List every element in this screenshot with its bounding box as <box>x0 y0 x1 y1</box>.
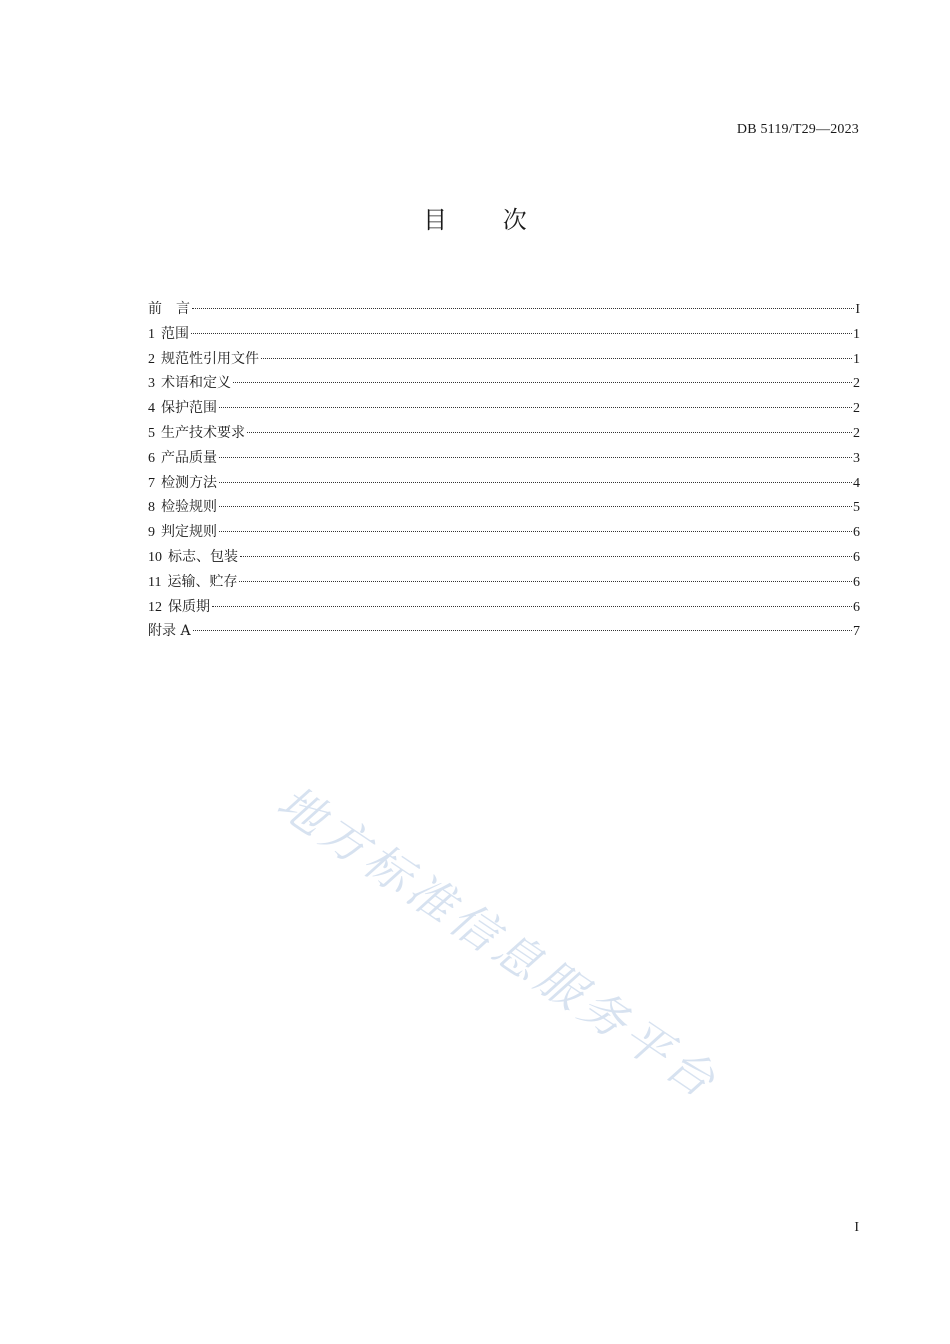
toc-leader-dots <box>193 630 852 631</box>
toc-entry[interactable] <box>148 495 860 520</box>
toc-entry-page: 5 <box>853 500 860 516</box>
toc-entry-label <box>148 421 245 447</box>
toc-entry-page: 1 <box>853 351 860 367</box>
toc-entry-number: 11 <box>148 574 162 590</box>
toc-entry[interactable] <box>148 471 860 496</box>
toc-entry-text: 前 言 <box>148 301 190 317</box>
page-title: 目 次 <box>423 206 551 234</box>
toc-entry-text: 保质期 <box>168 598 210 615</box>
toc-entry-label <box>148 396 217 422</box>
toc-entry-page: 2 <box>853 376 860 392</box>
toc-entry[interactable] <box>148 396 860 421</box>
toc-entry[interactable] <box>148 297 860 322</box>
toc-entry-number: 1 <box>148 326 155 342</box>
toc-entry-text: 判定规则 <box>161 524 217 541</box>
toc-leader-dots <box>233 382 852 383</box>
toc-entry[interactable] <box>148 570 860 595</box>
toc-entry-page: 7 <box>853 624 860 640</box>
toc-entry-number: 3 <box>148 376 155 392</box>
toc-entry-number: 6 <box>148 450 155 466</box>
toc-entry-text: 生产技术要求 <box>161 424 245 441</box>
toc-entry[interactable] <box>148 322 860 347</box>
toc-entry-label <box>148 471 217 497</box>
toc-entry-page: 6 <box>853 549 860 565</box>
toc-entry-page: 2 <box>853 401 860 417</box>
toc-entry[interactable] <box>148 446 860 471</box>
toc-entry-text: 检测方法 <box>161 474 217 491</box>
toc-entry-page: 6 <box>853 599 860 615</box>
toc-entry-text: 标志、包装 <box>168 548 238 565</box>
document-code: DB 5119/T29—2023 <box>736 122 859 137</box>
toc-entry[interactable] <box>148 347 860 372</box>
toc-leader-dots <box>219 482 852 483</box>
toc-leader-dots <box>219 407 852 408</box>
toc-entry-number: 2 <box>148 351 155 367</box>
toc-entry-page: I <box>855 302 860 317</box>
toc-entry-text: 规范性引用文件 <box>161 350 259 367</box>
toc-entry[interactable] <box>148 421 860 446</box>
toc-entry-label <box>148 520 217 546</box>
toc-entry-label <box>148 297 190 323</box>
toc-leader-dots <box>239 581 852 582</box>
page-number: I <box>854 1220 859 1235</box>
toc-leader-dots <box>247 432 852 433</box>
toc-entry-number: 9 <box>148 525 155 541</box>
toc-entry-text: 运输、贮存 <box>167 573 238 590</box>
watermark-text: 地方标准信息服务平台 <box>267 774 729 1111</box>
toc-entry-text: 保护范围 <box>161 400 217 417</box>
toc-entry-page: 6 <box>853 525 860 541</box>
toc-entry[interactable] <box>148 371 860 396</box>
toc-entry-label <box>148 619 191 645</box>
table-of-contents <box>148 297 860 644</box>
toc-entry-label <box>148 347 259 373</box>
toc-entry-page: 2 <box>853 425 860 441</box>
toc-leader-dots <box>219 457 852 458</box>
toc-entry-label <box>148 570 237 596</box>
toc-entry-text: 范围 <box>161 325 189 342</box>
toc-entry-label <box>148 495 217 521</box>
toc-entry-label <box>148 446 217 472</box>
toc-entry-page: 3 <box>853 450 860 466</box>
toc-entry[interactable] <box>148 545 860 570</box>
toc-entry-number: 8 <box>148 500 155 516</box>
toc-entry-number: 5 <box>148 425 155 441</box>
toc-entry-label <box>148 595 210 621</box>
toc-entry-number: 12 <box>148 599 162 615</box>
toc-entry-text: 术语和定义 <box>161 375 231 392</box>
toc-entry-text: 附录 A <box>148 623 191 640</box>
toc-leader-dots <box>192 308 854 309</box>
toc-entry-text: 检验规则 <box>161 499 217 516</box>
toc-leader-dots <box>191 333 852 334</box>
toc-entry-page: 1 <box>853 326 860 342</box>
toc-entry-page: 6 <box>853 574 860 590</box>
toc-leader-dots <box>212 606 852 607</box>
toc-entry-number: 10 <box>148 549 162 565</box>
toc-leader-dots <box>261 358 852 359</box>
toc-entry[interactable] <box>148 595 860 620</box>
toc-entry[interactable] <box>148 619 860 644</box>
toc-entry-text: 产品质量 <box>161 449 217 466</box>
toc-entry-label <box>148 545 238 571</box>
toc-entry-number: 7 <box>148 475 155 491</box>
toc-leader-dots <box>219 531 852 532</box>
toc-entry-label <box>148 322 189 348</box>
toc-entry-label <box>148 371 231 397</box>
toc-entry[interactable] <box>148 520 860 545</box>
toc-leader-dots <box>240 556 852 557</box>
toc-leader-dots <box>219 506 852 507</box>
toc-entry-page: 4 <box>853 475 860 491</box>
toc-entry-number: 4 <box>148 401 155 417</box>
